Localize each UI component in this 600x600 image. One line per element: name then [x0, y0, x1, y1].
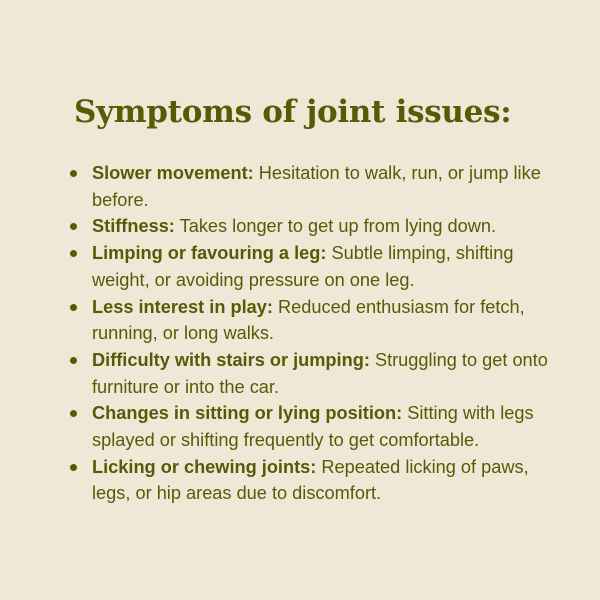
list-item [70, 240, 550, 293]
symptom-term: Difficulty with stairs or jumping: [92, 349, 370, 370]
list-item [70, 454, 550, 507]
symptom-description: Sitting with legs splayed or shifting frequently to get comfortable. [92, 403, 534, 451]
bullet-icon [70, 170, 77, 177]
list-item [70, 294, 550, 347]
bullet-icon [70, 223, 77, 230]
symptom-term: Stiffness: [92, 216, 175, 237]
symptom-term: Less interest in play: [92, 296, 273, 317]
list-item [70, 213, 550, 240]
symptom-description: Subtle limping, shifting weight, or avoiding pressure on one leg. [92, 243, 514, 290]
symptom-description: Reduced enthusiasm for fetch, running, or long walks. [92, 296, 525, 344]
bullet-icon [70, 410, 77, 417]
symptom-list [70, 160, 550, 507]
bullet-icon [70, 357, 77, 364]
list-item [70, 400, 550, 453]
symptom-term: Limping or favouring a leg: [92, 243, 327, 264]
symptom-description: Struggling to get onto furniture or into the car. [92, 349, 548, 397]
symptom-term: Changes in sitting or lying position: [92, 403, 403, 424]
symptom-term: Licking or chewing joints: [92, 456, 317, 477]
symptom-description: Hesitation to walk, run, or jump like before. [92, 163, 541, 210]
bullet-icon [70, 464, 77, 471]
symptom-description: Takes longer to get up from lying down. [179, 216, 497, 237]
list-item [70, 347, 550, 400]
symptom-description: Repeated licking of paws, legs, or hip areas due to discomfort. [92, 456, 529, 504]
bullet-icon [70, 250, 77, 257]
symptom-term: Slower movement: [92, 163, 254, 183]
list-item [70, 160, 550, 213]
page-title: Symptoms of joint issues: [74, 94, 512, 130]
bullet-icon [70, 304, 77, 311]
